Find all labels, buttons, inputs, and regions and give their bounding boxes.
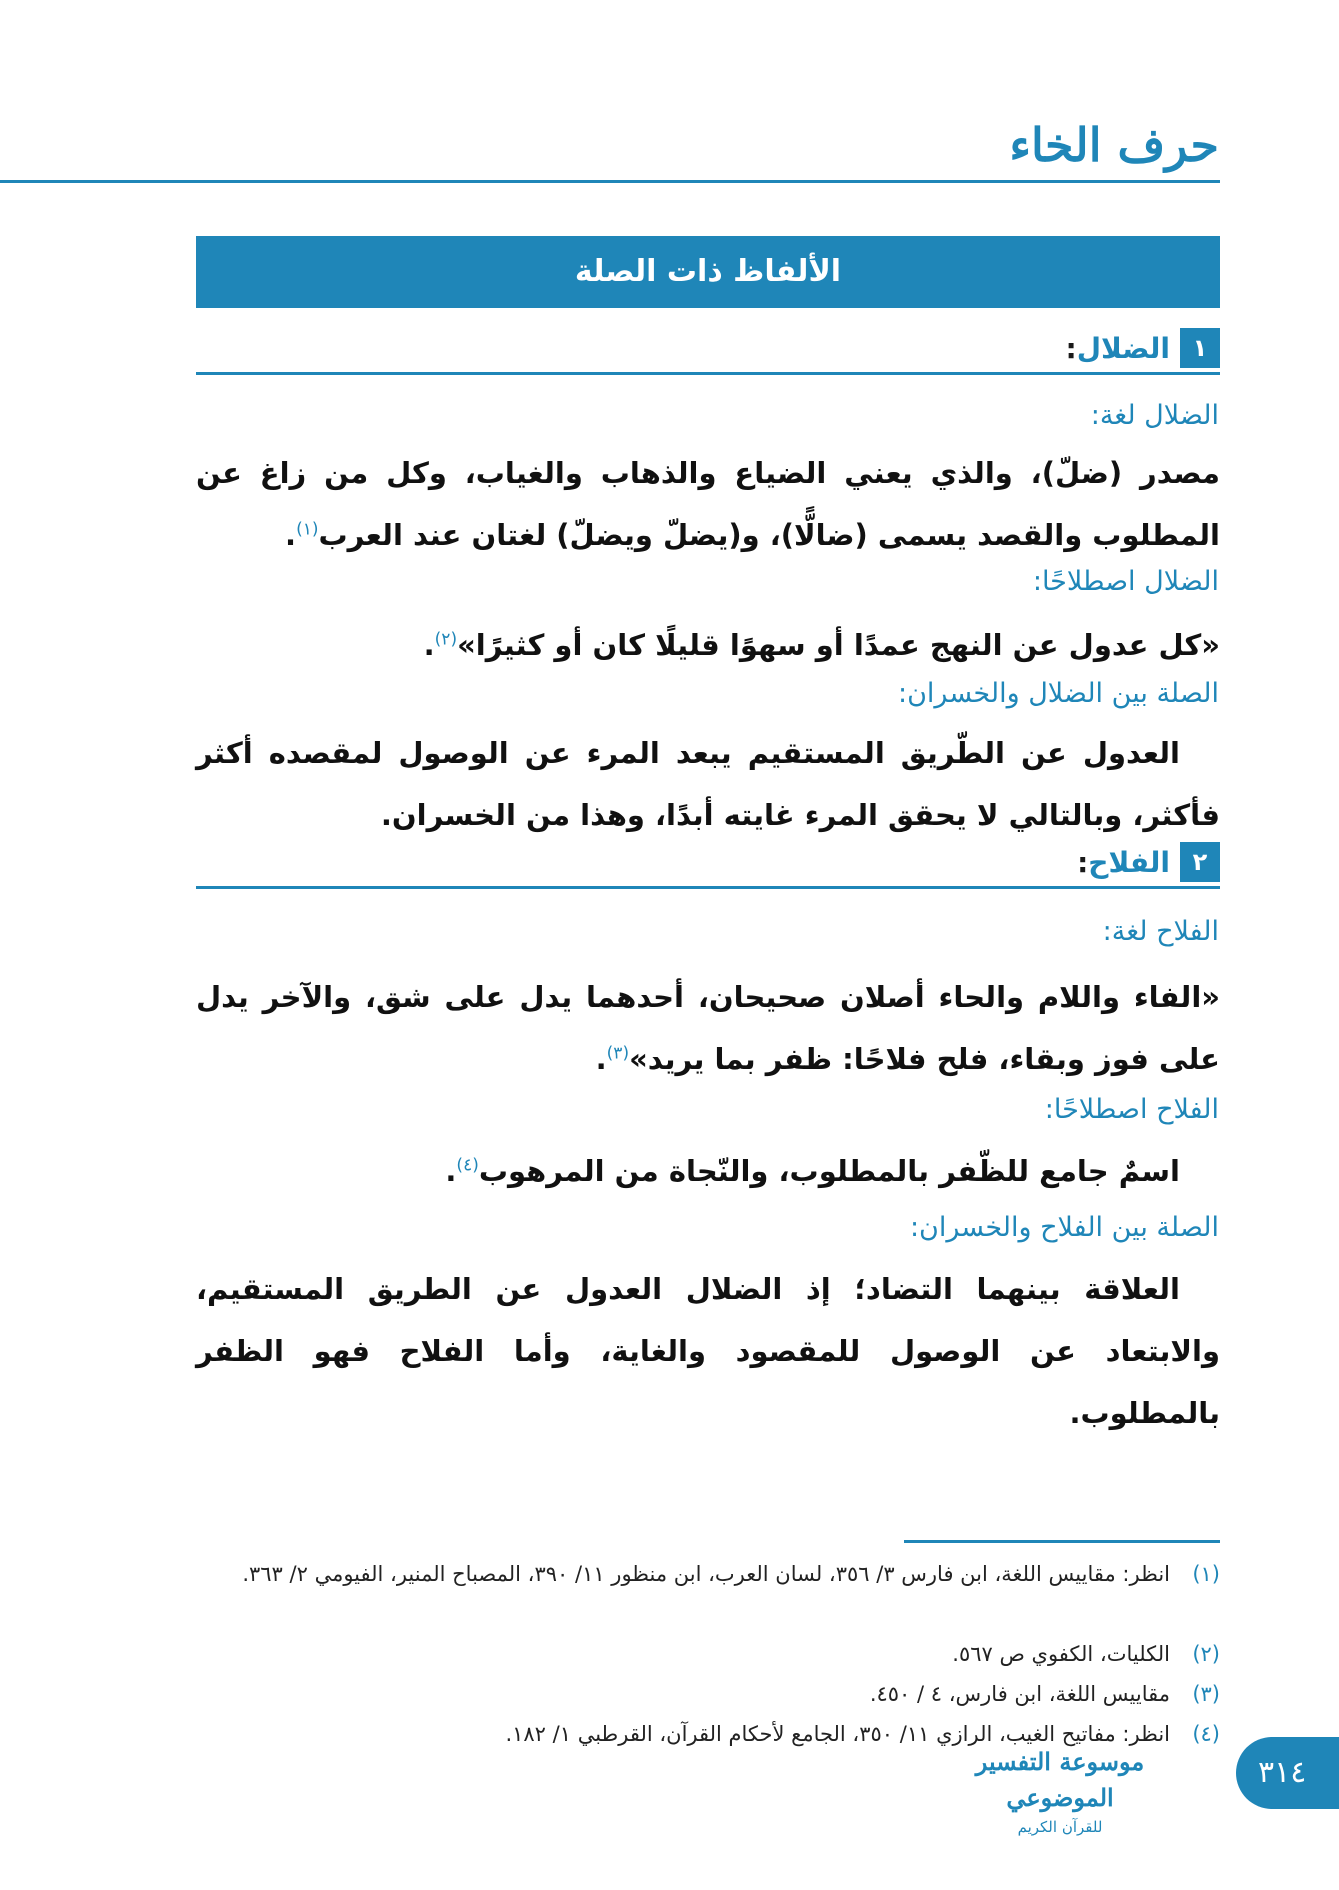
footnote-number: (١) [1192,1562,1220,1586]
section-rule-2 [196,886,1220,889]
paragraph-text: العلاقة بينهما التضاد؛ إذ الضلال العدول عن الطريق المستقيم، والابتعاد عن الوصول للمقصود والغاية، وأما الفلاح فهو الظفر بالمطلوب. [196,1272,1220,1430]
paragraph-lang-1 [196,442,1220,566]
subheading-relation-1: الصلة بين الضلال والخسران: [898,678,1219,709]
encyclopedia-logo [935,1744,1185,1836]
footnote-number: (٤) [1192,1722,1220,1746]
subheading-term-2: الفلاح اصطلاحًا: [1044,1094,1219,1125]
section-colon: : [1077,845,1089,879]
footnote-1 [196,1554,1220,1594]
subheading-lang-2: الفلاح لغة: [1102,916,1219,947]
paragraph-term-1 [196,614,1220,676]
section-heading-1 [196,328,1220,368]
footnote-ref[interactable]: (٤) [456,1155,479,1176]
subheading-lang-1: الضلال لغة: [1090,400,1219,431]
subheading-term-1: الضلال اصطلاحًا: [1032,566,1219,597]
period: . [423,628,435,662]
chapter-header: حرف الخاء [1009,118,1219,172]
footnote-2 [196,1634,1220,1674]
subheading-relation-2: الصلة بين الفلاح والخسران: [909,1212,1219,1243]
footnote-3 [196,1674,1220,1714]
paragraph-term-2 [196,1140,1220,1202]
period: . [445,1154,457,1188]
footnote-text: الكليات، الكفوي ص ٥٦٧. [952,1642,1170,1666]
paragraph-lang-2 [196,966,1220,1090]
page-number: ٣١٤ [1236,1737,1339,1809]
paragraph-text: اسمٌ جامع للظّفر بالمطلوب، والنّجاة من المرهوب [478,1154,1180,1188]
footnote-text: مقاييس اللغة، ابن فارس، ٤ / ٤٥٠. [869,1682,1170,1706]
logo-subtitle: للقرآن الكريم [1017,1818,1103,1836]
quote-text: «كل عدول عن النهج عمدًا أو سهوًا قليلًا كان أو كثيرًا» [457,628,1220,662]
footnote-ref[interactable]: (١) [296,519,319,540]
header-rule [0,180,1220,183]
footnote-text: انظر: مفاتيح الغيب، الرازي ١١/ ٣٥٠، الجامع لأحكام القرآن، القرطبي ١/ ١٨٢. [505,1722,1170,1746]
section-rule-1 [196,372,1220,375]
paragraph-relation-1 [196,722,1220,846]
logo-title: موسوعة التفسير الموضوعي [975,1747,1145,1812]
paragraph-text: العدول عن الطّريق المستقيم يبعد المرء عن الوصول لمقصده أكثر فأكثر، وبالتالي لا يحقق المرء غايته أبدًا، وهذا من الخسران. [196,736,1220,832]
section-title: الضلال [1076,331,1170,365]
period: . [285,518,297,552]
section-banner: الألفاظ ذات الصلة [196,236,1220,308]
footnote-number: (٣) [1192,1682,1220,1706]
footnote-separator [904,1540,1220,1543]
section-number: ٢ [1180,842,1220,882]
footnote-ref[interactable]: (٢) [434,629,458,650]
footnote-text: انظر: مقاييس اللغة، ابن فارس ٣/ ٣٥٦، لسان العرب، ابن منظور ١١/ ٣٩٠، المصباح المنير، الفيومي ٢/ ٣٦٣. [242,1562,1170,1586]
period: . [595,1042,607,1076]
paragraph-relation-2 [196,1258,1220,1444]
footnote-ref[interactable]: (٣) [606,1043,630,1064]
paragraph-text: مصدر (ضلّ)، والذي يعني الضياع والذهاب والغياب، وكل من زاغ عن المطلوب والقصد يسمى (ضالًّا)، و(يضلّ ويضلّ) لغتان عند العرب [196,456,1220,552]
section-title: الفلاح [1088,845,1170,879]
footnote-number: (٢) [1192,1642,1220,1666]
quote-text: «الفاء واللام والحاء أصلان صحيحان، أحدهما يدل على شق، والآخر يدل على فوز وبقاء، فلح فلاحًا: ظفر بما يريد» [196,980,1220,1076]
section-colon: : [1065,331,1077,365]
section-heading-2 [196,842,1220,882]
section-number: ١ [1180,328,1220,368]
